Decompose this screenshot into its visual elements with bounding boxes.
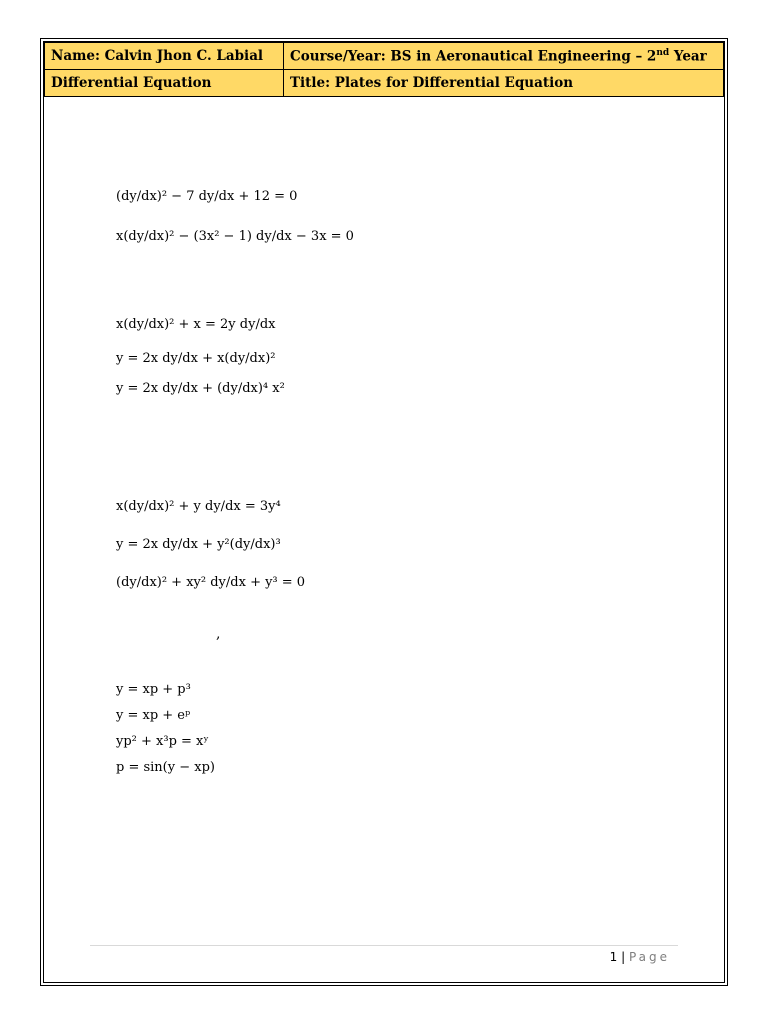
equation-1: (dy/dx)² − 7 dy/dx + 12 = 0: [116, 189, 298, 204]
equation-9: y = xp + p³: [116, 682, 191, 697]
subject-label: Differential Equation: [51, 75, 212, 91]
page-separator: |: [621, 950, 626, 964]
equation-2: x(dy/dx)² − (3x² − 1) dy/dx − 3x = 0: [116, 229, 354, 244]
subject-cell: [45, 70, 284, 97]
course-suffix: Year: [669, 48, 707, 65]
equation-11: yp² + x³p = xʸ: [116, 734, 209, 749]
name-label: Name: Calvin Jhon C. Labial: [51, 48, 264, 64]
page-label: Page: [628, 950, 670, 964]
equation-12: p = sin(y − xp): [116, 760, 215, 775]
page-footer: [610, 950, 670, 964]
header-table: [44, 42, 724, 97]
equation-7: y = 2x dy/dx + y²(dy/dx)³: [116, 537, 281, 552]
page-number: 1: [609, 950, 618, 964]
equation-3: x(dy/dx)² + x = 2y dy/dx: [116, 317, 276, 332]
equation-6: x(dy/dx)² + y dy/dx = 3y⁴: [116, 499, 281, 514]
equation-4: y = 2x dy/dx + x(dy/dx)²: [116, 351, 276, 366]
name-cell: [45, 43, 284, 70]
title-label: Title: Plates for Differential Equation: [290, 75, 574, 91]
course-sup: nd: [656, 47, 670, 58]
course-label: Course/Year: BS in Aeronautical Engineering – 2: [290, 48, 657, 65]
equation-5: y = 2x dy/dx + (dy/dx)⁴ x²: [116, 381, 285, 396]
course-cell: [284, 43, 724, 70]
equation-10: y = xp + eᵖ: [116, 708, 191, 723]
stray-comma: ,: [216, 626, 221, 642]
equation-8: (dy/dx)² + xy² dy/dx + y³ = 0: [116, 575, 306, 590]
title-cell: [284, 70, 724, 97]
footer-rule: [90, 945, 678, 946]
